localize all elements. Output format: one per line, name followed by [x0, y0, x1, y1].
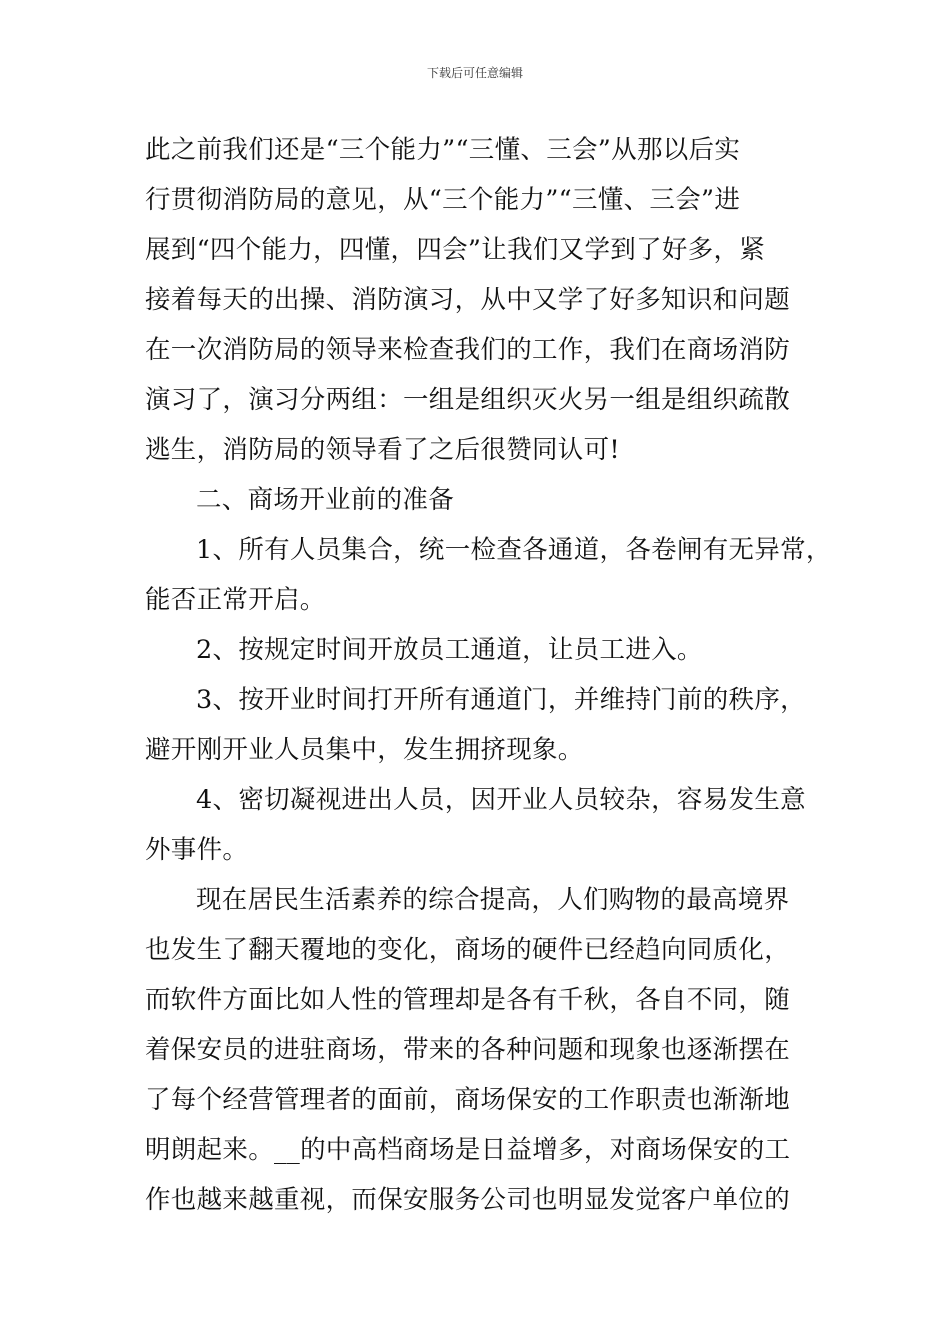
text-line: 而软件方面比如人性的管理却是各有千秋，各自不同，随: [145, 985, 791, 1015]
text-line: 在一次消防局的领导来检查我们的工作，我们在商场消防: [145, 335, 791, 365]
list-item-4-continued: 外事件。: [145, 835, 249, 865]
list-item-2: 2、按规定时间开放员工通道，让员工进入。: [196, 635, 703, 665]
list-item-3: 3、按开业时间打开所有通道门，并维持门前的秩序，: [196, 685, 806, 715]
text-line: 着保安员的进驻商场，带来的各种问题和现象也逐渐摆在: [145, 1035, 791, 1065]
text-line: 接着每天的出操、消防演习，从中又学了好多知识和问题: [145, 285, 791, 315]
paragraph-start: 现在居民生活素养的综合提高，人们购物的最高境界: [196, 885, 790, 915]
text-line: 展到“四个能力，四懂，四会”让我们又学到了好多，紧: [145, 235, 766, 265]
text-line: 也发生了翻天覆地的变化，商场的硬件已经趋向同质化，: [145, 935, 791, 965]
text-line: 逃生，消防局的领导看了之后很赞同认可!: [145, 435, 620, 465]
document-body: [145, 125, 832, 1225]
list-item-4: 4、密切凝视进出人员，因开业人员较杂，容易发生意: [196, 785, 806, 815]
text-line: 行贯彻消防局的意见，从“三个能力”“三懂、三会”进: [145, 185, 741, 215]
list-item-1-continued: 能否正常开启。: [145, 585, 326, 615]
text-line: 作也越来越重视，而保安服务公司也明显发觉客户单位的: [145, 1185, 791, 1215]
text-line: 了每个经营管理者的面前，商场保安的工作职责也渐渐地: [145, 1085, 791, 1115]
text-line: 此之前我们还是“三个能力”“三懂、三会”从那以后实: [145, 135, 741, 165]
list-item-3-continued: 避开刚开业人员集中，发生拥挤现象。: [145, 735, 584, 765]
text-line: 明朗起来。__的中高档商场是日益增多，对商场保安的工: [145, 1135, 791, 1165]
section-heading: 二、商场开业前的准备: [196, 485, 455, 515]
list-item-1: 1、所有人员集合，统一检查各通道，各卷闸有无异常，: [196, 535, 832, 565]
text-line: 演习了，演习分两组：一组是组织灭火另一组是组织疏散: [145, 385, 791, 415]
page-header: 下载后可任意编辑: [426, 66, 523, 80]
